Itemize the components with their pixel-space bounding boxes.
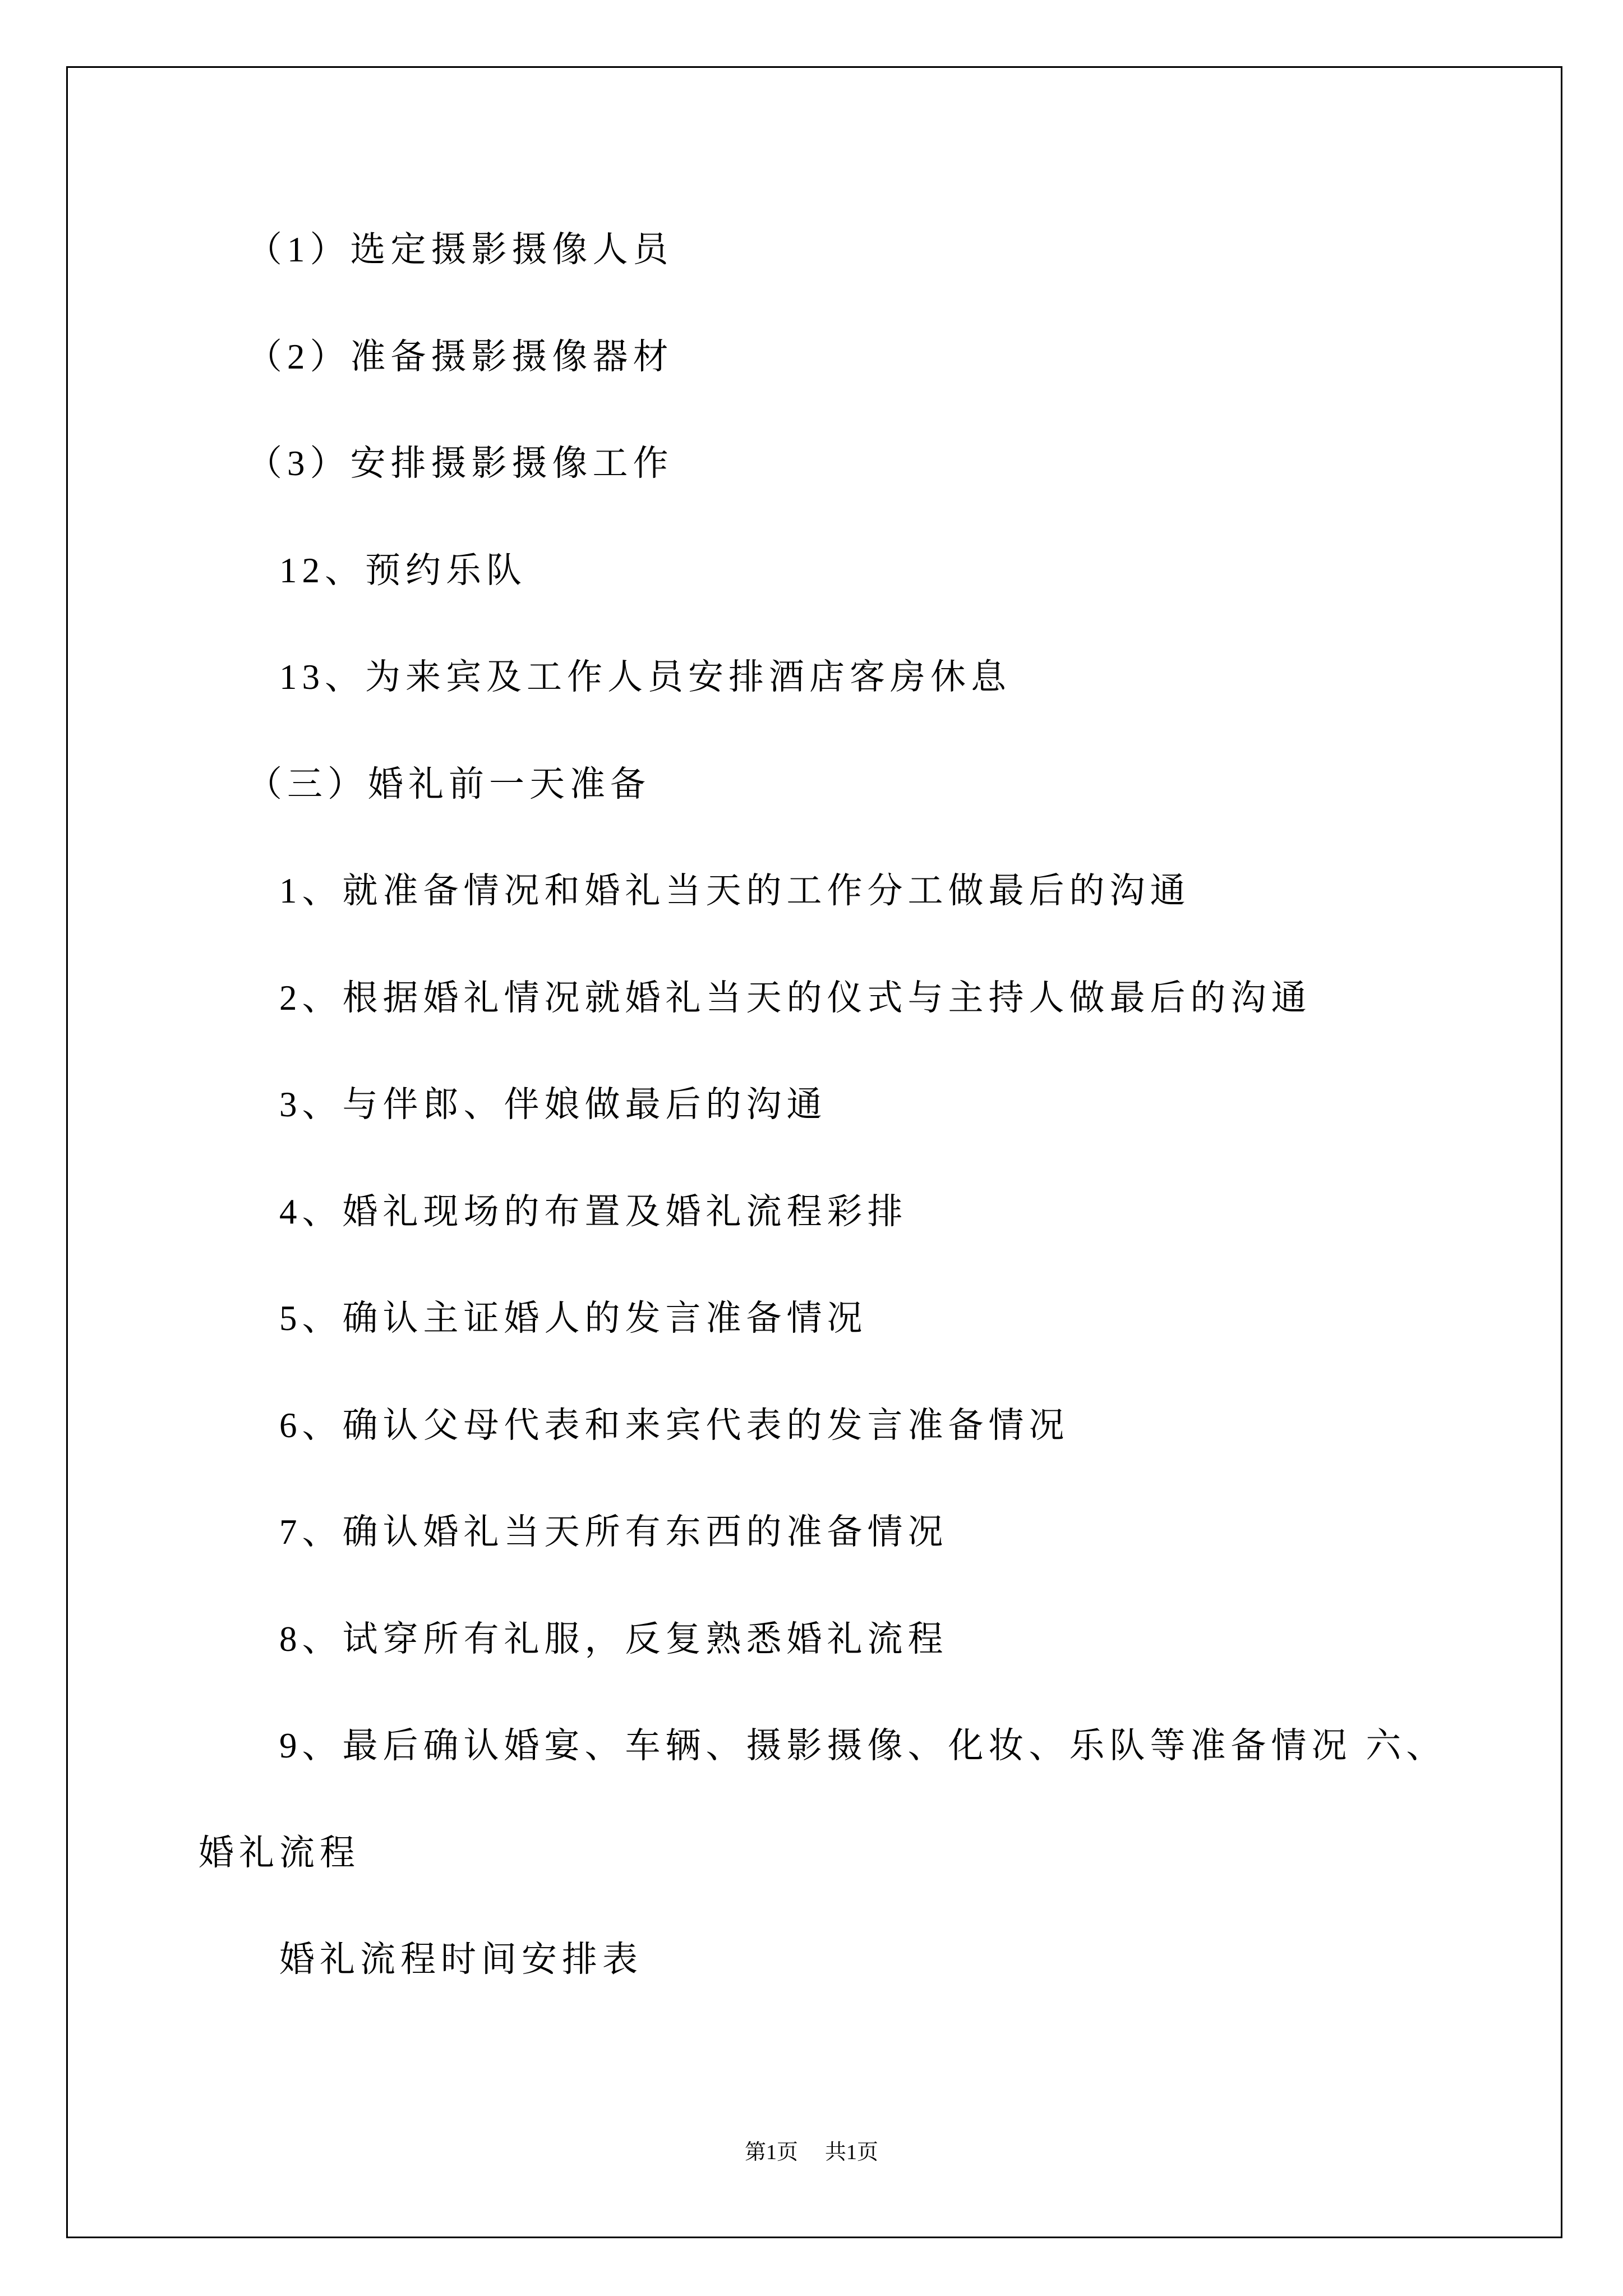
section-heading-day-before: （三）婚礼前一天准备 (247, 764, 651, 804)
page-number: 第1页 (744, 2141, 798, 2164)
list-item-hotel-rooms: 13、为来宾及工作人员安排酒店客房休息 (279, 657, 1011, 697)
page-total: 共1页 (825, 2141, 879, 2164)
list-item-5: 5、确认主证婚人的发言准备情况 (279, 1299, 868, 1338)
list-item-1: 1、就准备情况和婚礼当天的工作分工做最后的沟通 (279, 871, 1191, 910)
schedule-title: 婚礼流程时间安排表 (279, 1940, 643, 1979)
list-item-2: 2、根据婚礼情况就婚礼当天的仪式与主持人做最后的沟通 (279, 978, 1312, 1018)
list-item-8: 8、试穿所有礼服，反复熟悉婚礼流程 (279, 1619, 948, 1659)
list-item-9: 9、最后确认婚宴、车辆、摄影摄像、化妆、乐队等准备情况 六、 (279, 1726, 1447, 1765)
page-footer (0, 2142, 1623, 2163)
sub-item-arrange-photography: （3）安排摄影摄像工作 (247, 444, 674, 483)
document-body (0, 196, 1623, 2013)
list-item-7: 7、确认婚礼当天所有东西的准备情况 (279, 1512, 948, 1552)
list-item-4: 4、婚礼现场的布置及婚礼流程彩排 (279, 1191, 908, 1231)
list-item-book-band: 12、预约乐队 (279, 550, 527, 590)
sub-item-select-photographers: （1）选定摄影摄像人员 (247, 230, 674, 269)
list-item-3: 3、与伴郎、伴娘做最后的沟通 (279, 1085, 827, 1124)
section-heading-wedding-process: 婚礼流程 (199, 1833, 360, 1872)
sub-item-prepare-equipment: （2）准备摄影摄像器材 (247, 337, 674, 376)
list-item-6: 6、确认父母代表和来宾代表的发言准备情况 (279, 1405, 1069, 1445)
